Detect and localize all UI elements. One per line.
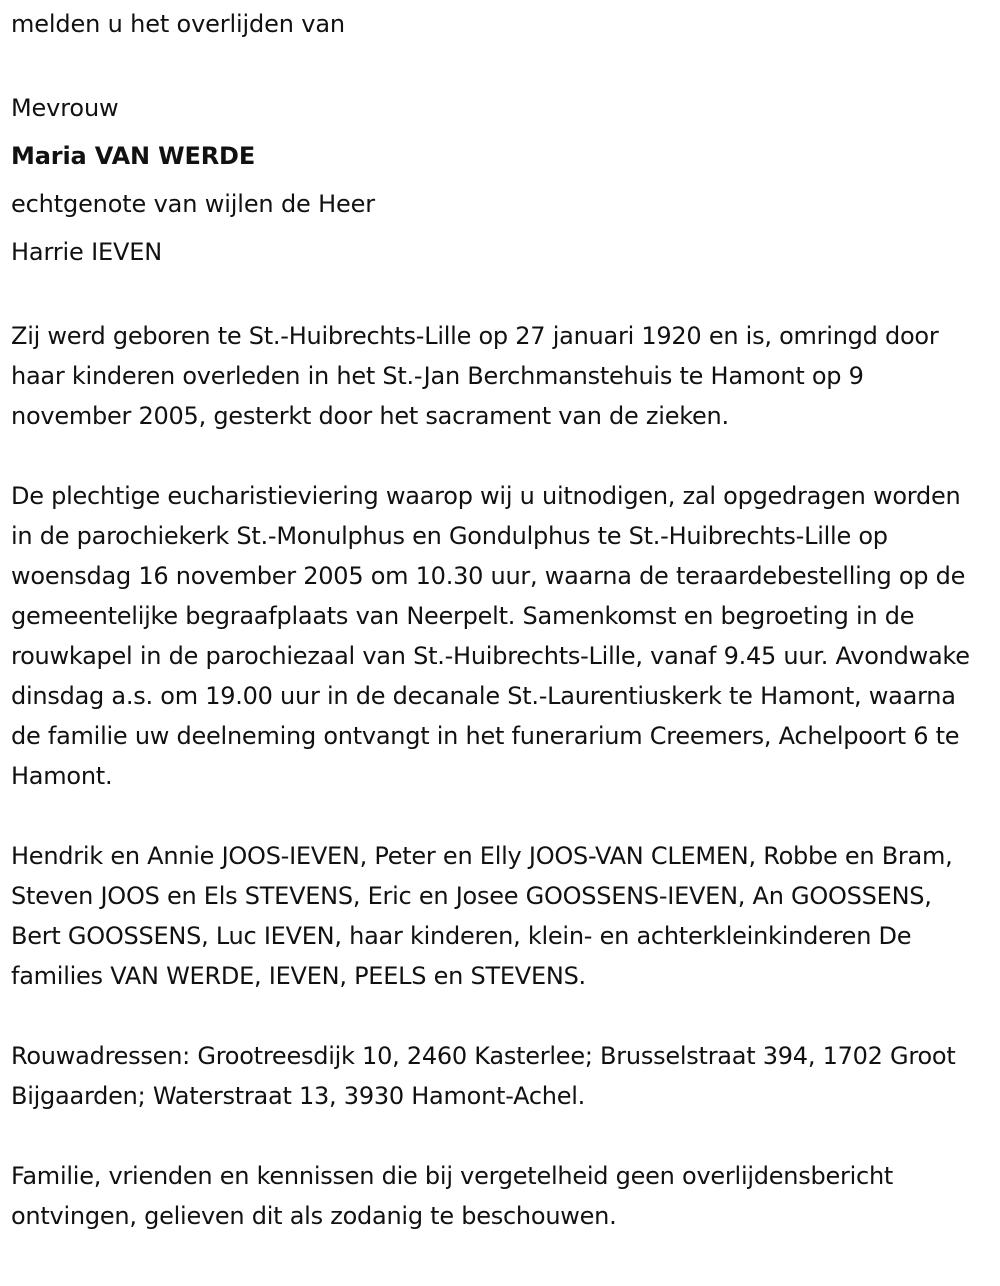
addresses-paragraph: Rouwadressen: Grootreesdijk 10, 2460 Kasterlee; Brusselstraat 394, 1702 Groot Bijgaarden; Waterstraat 13, 3930 Hamont-Achel. — [11, 1042, 956, 1110]
deceased-name: Maria VAN WERDE — [11, 142, 256, 170]
birth-death-paragraph: Zij werd geboren te St.-Huibrechts-Lille op 27 januari 1920 en is, omringd door haar kinderen overleden in het St.-Jan Berchmanstehuis te Hamont op 9 november 2005, gesterkt door het sacrament van de zieken. — [11, 322, 939, 430]
family-paragraph: Hendrik en Annie JOOS-IEVEN, Peter en Elly JOOS-VAN CLEMEN, Robbe en Bram, Steven JOOS en Els STEVENS, Eric en Josee GOOSSENS-IEVEN, An GOOSSENS, Bert GOOSSENS, Luc IEVEN, haar kinderen, klein- en achterkleinkinderen De families VAN WERDE, IEVEN, PEELS en STEVENS. — [11, 842, 953, 990]
spacer — [11, 276, 975, 316]
ceremony-paragraph: De plechtige eucharistieviering waarop wij u uitnodigen, zal opgedragen worden in de parochiekerk St.-Monulphus en Gondulphus te St.-Huibrechts-Lille op woensdag 16 november 2005 om 10.30 uur, waarna de teraardebestelling op de gemeentelijke begraafplaats van Neerpelt. Samenkomst en begroeting in de rouwkapel in de parochiezaal van St.-Huibrechts-Lille, vanaf 9.45 uur. Avondwake dinsdag a.s. om 19.00 uur in de decanale St.-Laurentiuskerk te Hamont, waarna de familie uw deelneming ontvangt in het funerarium Creemers, Achelpoort 6 te Hamont. — [11, 482, 970, 790]
relation-line: echtgenote van wijlen de Heer — [11, 190, 375, 218]
salutation: Mevrouw — [11, 94, 119, 122]
spouse-name: Harrie IEVEN — [11, 238, 163, 266]
deceased-title-block — [11, 84, 975, 276]
closing-paragraph: Familie, vrienden en kennissen die bij vergetelheid geen overlijdensbericht ontvingen, gelieven dit als zodanig te beschouwen. — [11, 1162, 894, 1230]
intro-line: melden u het overlijden van — [11, 10, 345, 38]
